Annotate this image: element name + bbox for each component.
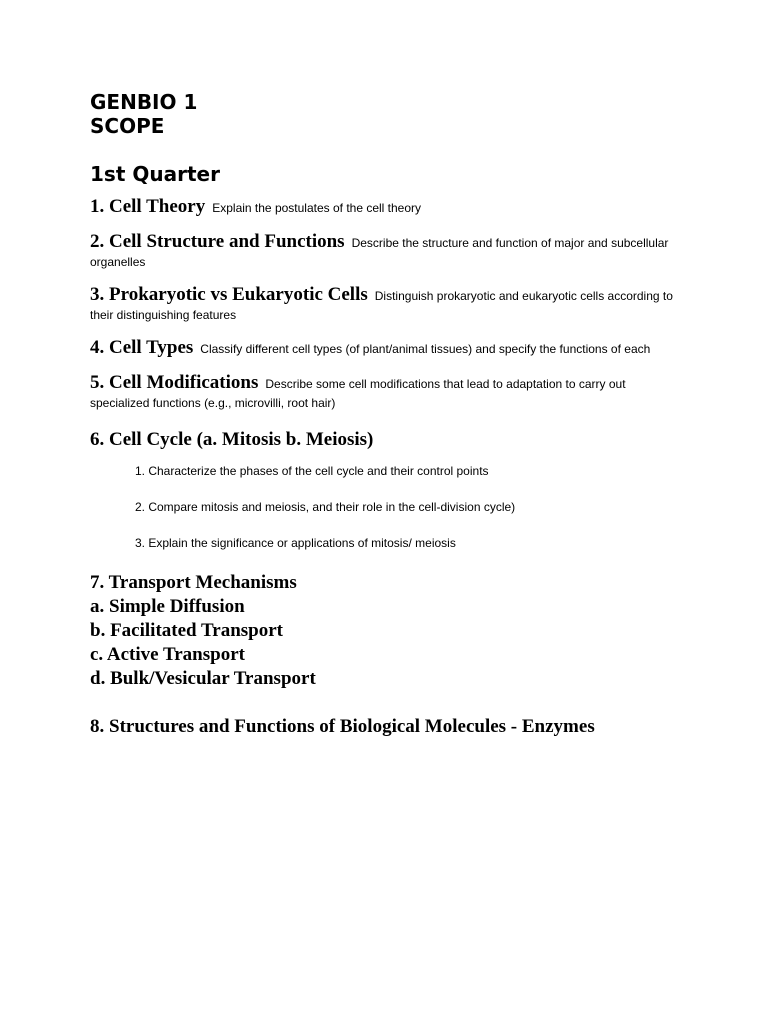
list-item: 1. Characterize the phases of the cell cycle and their control points	[135, 464, 489, 478]
document-page	[90, 90, 680, 739]
topic-2	[90, 230, 680, 271]
topic-4	[90, 336, 680, 359]
transport-section	[90, 571, 680, 691]
transport-heading: 7. Transport Mechanisms	[90, 572, 297, 593]
title-line-2: SCOPE	[90, 114, 165, 138]
topic-3	[90, 283, 680, 324]
topic-1	[90, 195, 680, 218]
topic-heading: 2. Cell Structure and Functions	[90, 231, 345, 252]
transport-item: a. Simple Diffusion	[90, 596, 245, 617]
document-title	[90, 90, 680, 138]
topic-heading: 1. Cell Theory	[90, 196, 206, 217]
topic-description: Describe the structure and function of major and subcellular organelles	[90, 236, 669, 269]
cell-cycle-list	[135, 463, 680, 551]
cell-cycle-heading: 6. Cell Cycle (a. Mitosis b. Meiosis)	[90, 429, 374, 450]
title-line-1: GENBIO 1	[90, 90, 198, 114]
topic-5	[90, 371, 680, 412]
topic-description: Explain the postulates of the cell theory	[212, 201, 422, 215]
quarter-heading: 1st Quarter	[90, 162, 220, 186]
topic-heading: 3. Prokaryotic vs Eukaryotic Cells	[90, 284, 368, 305]
topic-description: Distinguish prokaryotic and eukaryotic cells according to their distinguishing features	[90, 289, 673, 322]
topic-heading: 4. Cell Types	[90, 337, 194, 358]
topic-description: Describe some cell modifications that lead to adaptation to carry out specialized functions (e.g., microvilli, root hair)	[90, 377, 626, 410]
transport-item: b. Facilitated Transport	[90, 620, 283, 641]
transport-item: d. Bulk/Vesicular Transport	[90, 668, 316, 689]
biomolecules-heading: 8. Structures and Functions of Biological Molecules - Enzymes	[90, 716, 595, 737]
topic-heading: 5. Cell Modifications	[90, 372, 259, 393]
topic-description: Classify different cell types (of plant/animal tissues) and specify the functions of each	[200, 342, 651, 356]
list-item: 2. Compare mitosis and meiosis, and their role in the cell-division cycle)	[135, 500, 516, 514]
list-item: 3. Explain the significance or applications of mitosis/ meiosis	[135, 536, 456, 550]
transport-item: c. Active Transport	[90, 644, 245, 665]
